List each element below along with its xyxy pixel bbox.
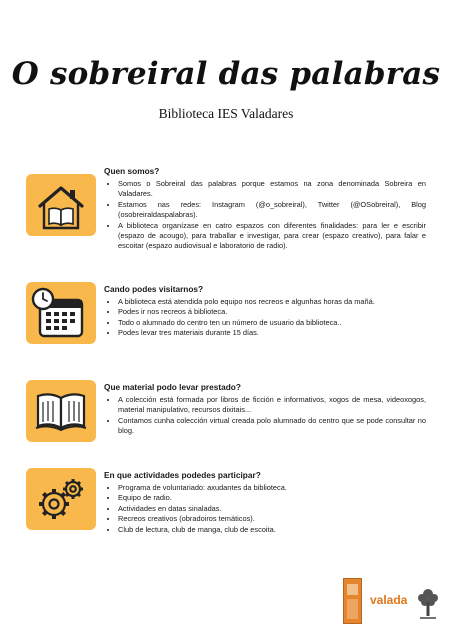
list-item: • Programa de voluntariado: axudantes da biblioteca.	[118, 483, 426, 493]
list-item: • Recreos creativos (obradoiros temáticos).	[118, 514, 426, 524]
page-title: O sobreiral das palabras	[11, 56, 441, 92]
section-heading: Que material podo levar prestado?	[104, 382, 241, 392]
list-item: • Club de lectura, club de manga, club de escoita.	[118, 525, 426, 535]
open-book-icon	[26, 380, 96, 442]
footer-brand: valada	[370, 593, 408, 607]
section-heading: Cando podes visitarnos?	[104, 284, 204, 294]
list-item: • Podes levar tres materiais durante 15 días.	[118, 328, 426, 338]
list-item: • Podes ir nos recreos á biblioteca.	[118, 307, 426, 317]
list-item: • Contamos cunha colección virtual creada polo alumnado do centro que se pode consultar no blog.	[118, 416, 426, 437]
gears-icon	[26, 468, 96, 530]
list-item: • A biblioteca está atendida polo equipo nos recreos e algunhas horas da mañá.	[118, 297, 426, 307]
calendar-clock-icon	[26, 282, 96, 344]
library-logo-icon	[343, 578, 362, 624]
house-book-icon	[26, 174, 96, 236]
list-item: • Todo o alumnado do centro ten un número de usuario da biblioteca..	[118, 318, 426, 328]
section-heading: Quen somos?	[104, 166, 160, 176]
tree-logo-icon	[416, 586, 440, 625]
page-subtitle: Biblioteca IES Valadares	[158, 106, 294, 121]
list-item: • Actividades en datas sinaladas.	[118, 504, 426, 514]
list-item: • Equipo de radio.	[118, 493, 426, 503]
list-item: • A colección está formada por libros de ficción e informativos, xogos de mesa, videoxogos, material manipulativo, recursos dixitais...	[118, 395, 426, 416]
list-item: • A biblioteca organízase en catro espazos con diferentes finalidades: para ler e escribir (espazo de acougo), para traballar e investigar, para crear (espazo creativo), para falar e escoitar (espazo audiovisual e laboratorio de radio).	[118, 221, 426, 252]
list-item: • Estamos nas redes: Instagram (@o_sobreiral), Twitter (@OSobreiral), Blog (osobreiraldaspalabras).	[118, 200, 426, 221]
section-heading: En que actividades podedes participar?	[104, 470, 261, 480]
list-item: • Somos o Sobreiral das palabras porque estamos na zona denominada Sobreira en Valadares.	[118, 179, 426, 200]
